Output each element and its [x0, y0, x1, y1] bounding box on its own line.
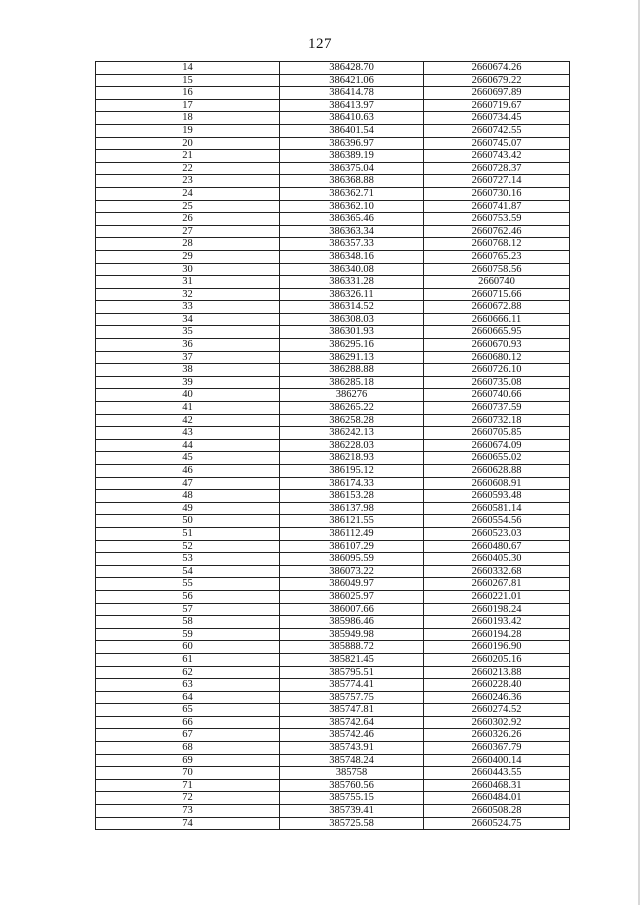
x-coordinate-cell: 386348.16 [280, 250, 424, 263]
y-coordinate-cell: 2660484.01 [424, 792, 570, 805]
point-number-cell: 41 [96, 402, 280, 415]
x-coordinate-cell: 385888.72 [280, 641, 424, 654]
y-coordinate-cell: 2660332.68 [424, 565, 570, 578]
point-number-cell: 26 [96, 213, 280, 226]
table-row [96, 313, 570, 326]
y-coordinate-cell: 2660593.48 [424, 490, 570, 503]
y-coordinate-cell: 2660655.02 [424, 452, 570, 465]
table-row [96, 490, 570, 503]
y-coordinate-cell: 2660221.01 [424, 590, 570, 603]
y-coordinate-cell: 2660728.37 [424, 162, 570, 175]
table-row [96, 679, 570, 692]
y-coordinate-cell: 2660715.66 [424, 288, 570, 301]
point-number-cell: 38 [96, 364, 280, 377]
point-number-cell: 20 [96, 137, 280, 150]
table-row [96, 565, 570, 578]
x-coordinate-cell: 386121.55 [280, 515, 424, 528]
table-row [96, 527, 570, 540]
table-row [96, 742, 570, 755]
table-row [96, 502, 570, 515]
table-row [96, 590, 570, 603]
table-row [96, 402, 570, 415]
table-row [96, 792, 570, 805]
y-coordinate-cell: 2660765.23 [424, 250, 570, 263]
point-number-cell: 31 [96, 276, 280, 289]
y-coordinate-cell: 2660193.42 [424, 616, 570, 629]
point-number-cell: 47 [96, 477, 280, 490]
table-row [96, 187, 570, 200]
y-coordinate-cell: 2660302.92 [424, 716, 570, 729]
x-coordinate-cell: 386410.63 [280, 112, 424, 125]
y-coordinate-cell: 2660670.93 [424, 339, 570, 352]
x-coordinate-cell: 386291.13 [280, 351, 424, 364]
y-coordinate-cell: 2660267.81 [424, 578, 570, 591]
y-coordinate-cell: 2660554.56 [424, 515, 570, 528]
x-coordinate-cell: 385748.24 [280, 754, 424, 767]
table-row [96, 628, 570, 641]
y-coordinate-cell: 2660196.90 [424, 641, 570, 654]
x-coordinate-cell: 386428.70 [280, 62, 424, 75]
x-coordinate-cell: 385739.41 [280, 805, 424, 818]
y-coordinate-cell: 2660726.10 [424, 364, 570, 377]
x-coordinate-cell: 386195.12 [280, 465, 424, 478]
y-coordinate-cell: 2660697.89 [424, 87, 570, 100]
y-coordinate-cell: 2660246.36 [424, 691, 570, 704]
point-number-cell: 33 [96, 301, 280, 314]
x-coordinate-cell: 386308.03 [280, 313, 424, 326]
x-coordinate-cell: 385743.91 [280, 742, 424, 755]
x-coordinate-cell: 386314.52 [280, 301, 424, 314]
y-coordinate-cell: 2660205.16 [424, 653, 570, 666]
y-coordinate-cell: 2660740 [424, 276, 570, 289]
y-coordinate-cell: 2660679.22 [424, 74, 570, 87]
table-row [96, 515, 570, 528]
y-coordinate-cell: 2660326.26 [424, 729, 570, 742]
point-number-cell: 19 [96, 124, 280, 137]
x-coordinate-cell: 386368.88 [280, 175, 424, 188]
table-row [96, 603, 570, 616]
point-number-cell: 63 [96, 679, 280, 692]
x-coordinate-cell: 386276 [280, 389, 424, 402]
point-number-cell: 23 [96, 175, 280, 188]
table-row [96, 779, 570, 792]
y-coordinate-cell: 2660666.11 [424, 313, 570, 326]
point-number-cell: 27 [96, 225, 280, 238]
table-row [96, 691, 570, 704]
coordinate-table-body [96, 62, 570, 830]
point-number-cell: 21 [96, 150, 280, 163]
point-number-cell: 68 [96, 742, 280, 755]
y-coordinate-cell: 2660443.55 [424, 767, 570, 780]
table-row [96, 729, 570, 742]
point-number-cell: 46 [96, 465, 280, 478]
y-coordinate-cell: 2660758.56 [424, 263, 570, 276]
point-number-cell: 40 [96, 389, 280, 402]
x-coordinate-cell: 386258.28 [280, 414, 424, 427]
table-row [96, 288, 570, 301]
table-row [96, 452, 570, 465]
y-coordinate-cell: 2660674.26 [424, 62, 570, 75]
x-coordinate-cell: 386073.22 [280, 565, 424, 578]
y-coordinate-cell: 2660730.16 [424, 187, 570, 200]
x-coordinate-cell: 386401.54 [280, 124, 424, 137]
y-coordinate-cell: 2660732.18 [424, 414, 570, 427]
x-coordinate-cell: 386137.98 [280, 502, 424, 515]
point-number-cell: 39 [96, 376, 280, 389]
y-coordinate-cell: 2660228.40 [424, 679, 570, 692]
x-coordinate-cell: 385949.98 [280, 628, 424, 641]
y-coordinate-cell: 2660719.67 [424, 99, 570, 112]
x-coordinate-cell: 386340.08 [280, 263, 424, 276]
x-coordinate-cell: 386049.97 [280, 578, 424, 591]
point-number-cell: 22 [96, 162, 280, 175]
x-coordinate-cell: 386357.33 [280, 238, 424, 251]
x-coordinate-cell: 386362.71 [280, 187, 424, 200]
point-number-cell: 57 [96, 603, 280, 616]
y-coordinate-cell: 2660735.08 [424, 376, 570, 389]
table-row [96, 62, 570, 75]
x-coordinate-cell: 385757.75 [280, 691, 424, 704]
y-coordinate-cell: 2660508.28 [424, 805, 570, 818]
point-number-cell: 67 [96, 729, 280, 742]
table-row [96, 326, 570, 339]
table-row [96, 74, 570, 87]
y-coordinate-cell: 2660198.24 [424, 603, 570, 616]
y-coordinate-cell: 2660480.67 [424, 540, 570, 553]
point-number-cell: 30 [96, 263, 280, 276]
x-coordinate-cell: 386375.04 [280, 162, 424, 175]
point-number-cell: 35 [96, 326, 280, 339]
point-number-cell: 37 [96, 351, 280, 364]
table-row [96, 87, 570, 100]
point-number-cell: 34 [96, 313, 280, 326]
y-coordinate-cell: 2660468.31 [424, 779, 570, 792]
y-coordinate-cell: 2660705.85 [424, 427, 570, 440]
y-coordinate-cell: 2660400.14 [424, 754, 570, 767]
point-number-cell: 16 [96, 87, 280, 100]
x-coordinate-cell: 386362.10 [280, 200, 424, 213]
table-row [96, 817, 570, 830]
y-coordinate-cell: 2660753.59 [424, 213, 570, 226]
y-coordinate-cell: 2660734.45 [424, 112, 570, 125]
y-coordinate-cell: 2660608.91 [424, 477, 570, 490]
x-coordinate-cell: 386228.03 [280, 439, 424, 452]
x-coordinate-cell: 385760.56 [280, 779, 424, 792]
table-row [96, 666, 570, 679]
point-number-cell: 65 [96, 704, 280, 717]
x-coordinate-cell: 386389.19 [280, 150, 424, 163]
y-coordinate-cell: 2660741.87 [424, 200, 570, 213]
table-row [96, 112, 570, 125]
y-coordinate-cell: 2660524.75 [424, 817, 570, 830]
point-number-cell: 45 [96, 452, 280, 465]
x-coordinate-cell: 385747.81 [280, 704, 424, 717]
x-coordinate-cell: 386107.29 [280, 540, 424, 553]
table-row [96, 427, 570, 440]
table-row [96, 616, 570, 629]
table-row [96, 578, 570, 591]
table-row [96, 704, 570, 717]
x-coordinate-cell: 385742.64 [280, 716, 424, 729]
table-row [96, 389, 570, 402]
table-row [96, 553, 570, 566]
point-number-cell: 48 [96, 490, 280, 503]
x-coordinate-cell: 385755.15 [280, 792, 424, 805]
table-row [96, 276, 570, 289]
x-coordinate-cell: 386365.46 [280, 213, 424, 226]
y-coordinate-cell: 2660680.12 [424, 351, 570, 364]
point-number-cell: 15 [96, 74, 280, 87]
x-coordinate-cell: 386025.97 [280, 590, 424, 603]
y-coordinate-cell: 2660665.95 [424, 326, 570, 339]
y-coordinate-cell: 2660768.12 [424, 238, 570, 251]
x-coordinate-cell: 385758 [280, 767, 424, 780]
point-number-cell: 17 [96, 99, 280, 112]
table-row [96, 414, 570, 427]
point-number-cell: 55 [96, 578, 280, 591]
table-row [96, 439, 570, 452]
table-row [96, 250, 570, 263]
x-coordinate-cell: 386295.16 [280, 339, 424, 352]
y-coordinate-cell: 2660672.88 [424, 301, 570, 314]
point-number-cell: 62 [96, 666, 280, 679]
table-row [96, 351, 570, 364]
x-coordinate-cell: 386414.78 [280, 87, 424, 100]
point-number-cell: 24 [96, 187, 280, 200]
point-number-cell: 54 [96, 565, 280, 578]
x-coordinate-cell: 386153.28 [280, 490, 424, 503]
x-coordinate-cell: 386301.93 [280, 326, 424, 339]
table-row [96, 754, 570, 767]
table-row [96, 124, 570, 137]
y-coordinate-cell: 2660745.07 [424, 137, 570, 150]
table-row [96, 805, 570, 818]
table-row [96, 339, 570, 352]
x-coordinate-cell: 386288.88 [280, 364, 424, 377]
point-number-cell: 70 [96, 767, 280, 780]
table-row [96, 641, 570, 654]
point-number-cell: 74 [96, 817, 280, 830]
point-number-cell: 66 [96, 716, 280, 729]
point-number-cell: 32 [96, 288, 280, 301]
y-coordinate-cell: 2660405.30 [424, 553, 570, 566]
x-coordinate-cell: 385795.51 [280, 666, 424, 679]
x-coordinate-cell: 385742.46 [280, 729, 424, 742]
table-row [96, 213, 570, 226]
table-row [96, 767, 570, 780]
x-coordinate-cell: 386331.28 [280, 276, 424, 289]
table-row [96, 225, 570, 238]
table-row [96, 376, 570, 389]
point-number-cell: 59 [96, 628, 280, 641]
table-row [96, 150, 570, 163]
point-number-cell: 49 [96, 502, 280, 515]
table-row [96, 540, 570, 553]
point-number-cell: 18 [96, 112, 280, 125]
point-number-cell: 42 [96, 414, 280, 427]
point-number-cell: 60 [96, 641, 280, 654]
x-coordinate-cell: 386363.34 [280, 225, 424, 238]
y-coordinate-cell: 2660742.55 [424, 124, 570, 137]
point-number-cell: 52 [96, 540, 280, 553]
y-coordinate-cell: 2660674.09 [424, 439, 570, 452]
point-number-cell: 69 [96, 754, 280, 767]
x-coordinate-cell: 385725.58 [280, 817, 424, 830]
point-number-cell: 73 [96, 805, 280, 818]
table-row [96, 263, 570, 276]
point-number-cell: 28 [96, 238, 280, 251]
table-row [96, 200, 570, 213]
point-number-cell: 56 [96, 590, 280, 603]
y-coordinate-cell: 2660628.88 [424, 465, 570, 478]
y-coordinate-cell: 2660213.88 [424, 666, 570, 679]
x-coordinate-cell: 385821.45 [280, 653, 424, 666]
table-row [96, 137, 570, 150]
point-number-cell: 51 [96, 527, 280, 540]
y-coordinate-cell: 2660581.14 [424, 502, 570, 515]
table-row [96, 364, 570, 377]
y-coordinate-cell: 2660743.42 [424, 150, 570, 163]
x-coordinate-cell: 386265.22 [280, 402, 424, 415]
table-row [96, 301, 570, 314]
table-row [96, 162, 570, 175]
x-coordinate-cell: 386007.66 [280, 603, 424, 616]
coordinate-table [95, 61, 570, 830]
point-number-cell: 36 [96, 339, 280, 352]
x-coordinate-cell: 386413.97 [280, 99, 424, 112]
point-number-cell: 43 [96, 427, 280, 440]
page-number: 127 [308, 36, 332, 52]
x-coordinate-cell: 386174.33 [280, 477, 424, 490]
y-coordinate-cell: 2660737.59 [424, 402, 570, 415]
table-row [96, 175, 570, 188]
x-coordinate-cell: 386242.13 [280, 427, 424, 440]
table-row [96, 238, 570, 251]
y-coordinate-cell: 2660523.03 [424, 527, 570, 540]
point-number-cell: 71 [96, 779, 280, 792]
y-coordinate-cell: 2660367.79 [424, 742, 570, 755]
point-number-cell: 64 [96, 691, 280, 704]
point-number-cell: 29 [96, 250, 280, 263]
y-coordinate-cell: 2660194.28 [424, 628, 570, 641]
y-coordinate-cell: 2660274.52 [424, 704, 570, 717]
x-coordinate-cell: 385986.46 [280, 616, 424, 629]
x-coordinate-cell: 386095.59 [280, 553, 424, 566]
x-coordinate-cell: 386112.49 [280, 527, 424, 540]
x-coordinate-cell: 386396.97 [280, 137, 424, 150]
table-row [96, 716, 570, 729]
x-coordinate-cell: 385774.41 [280, 679, 424, 692]
table-row [96, 465, 570, 478]
table-row [96, 653, 570, 666]
point-number-cell: 61 [96, 653, 280, 666]
y-coordinate-cell: 2660740.66 [424, 389, 570, 402]
x-coordinate-cell: 386218.93 [280, 452, 424, 465]
y-coordinate-cell: 2660727.14 [424, 175, 570, 188]
point-number-cell: 44 [96, 439, 280, 452]
point-number-cell: 14 [96, 62, 280, 75]
point-number-cell: 50 [96, 515, 280, 528]
point-number-cell: 53 [96, 553, 280, 566]
x-coordinate-cell: 386326.11 [280, 288, 424, 301]
point-number-cell: 58 [96, 616, 280, 629]
table-row [96, 99, 570, 112]
point-number-cell: 25 [96, 200, 280, 213]
table-row [96, 477, 570, 490]
y-coordinate-cell: 2660762.46 [424, 225, 570, 238]
x-coordinate-cell: 386421.06 [280, 74, 424, 87]
x-coordinate-cell: 386285.18 [280, 376, 424, 389]
point-number-cell: 72 [96, 792, 280, 805]
